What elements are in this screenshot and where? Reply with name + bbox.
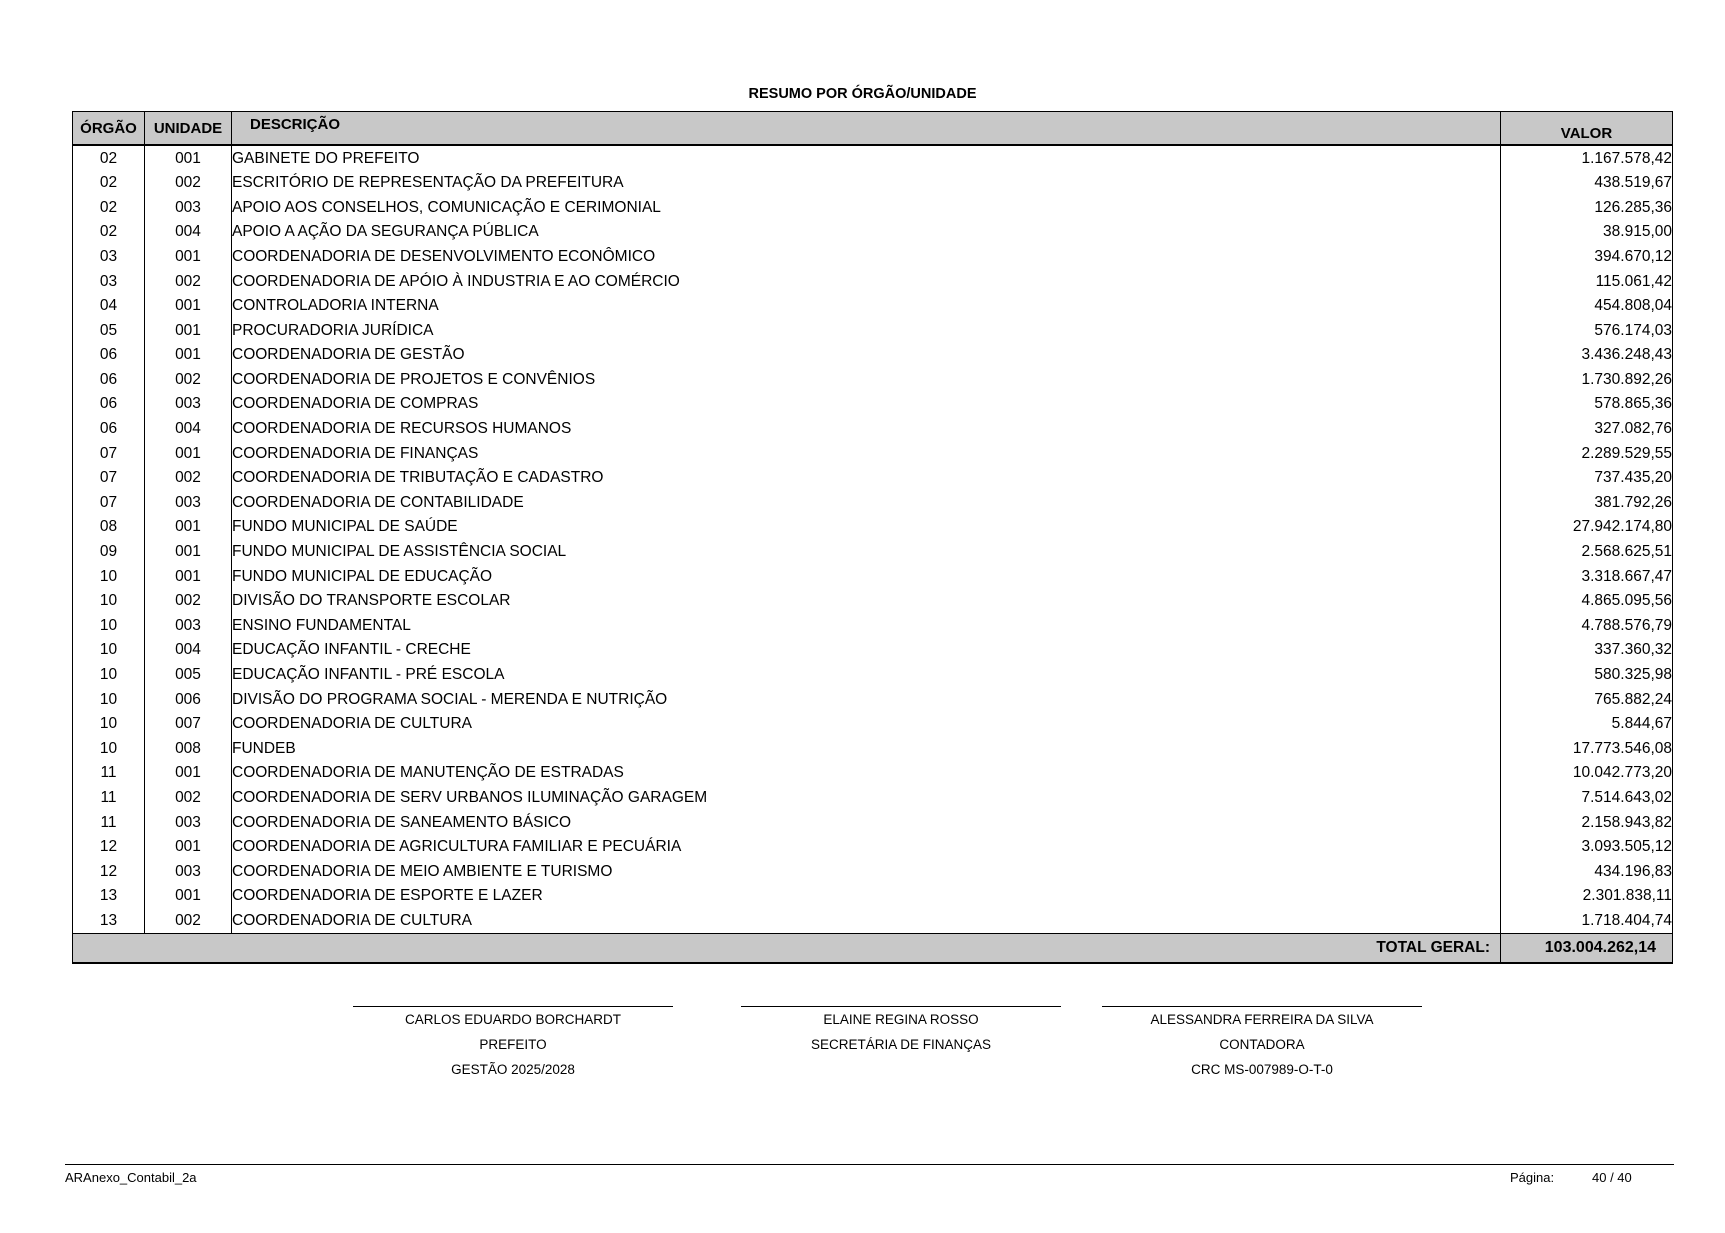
signature-name: CARLOS EDUARDO BORCHARDT [404,1012,622,1027]
cell-orgao: 02 [73,145,145,171]
cell-descricao: PROCURADORIA JURÍDICA [232,318,1501,343]
cell-descricao: GABINETE DO PREFEITO [232,145,1501,171]
table-row [73,244,1673,269]
cell-descricao: APOIO AOS CONSELHOS, COMUNICAÇÃO E CERIMONIAL [232,195,1501,220]
table-row [73,195,1673,220]
cell-unidade: 001 [145,540,232,565]
cell-unidade: 003 [145,810,232,835]
table-row [73,294,1673,319]
cell-descricao: FUNDO MUNICIPAL DE EDUCAÇÃO [232,564,1501,589]
table-row [73,269,1673,294]
cell-descricao: COORDENADORIA DE AGRICULTURA FAMILIAR E PECUÁRIA [232,835,1501,860]
cell-orgao: 10 [73,736,145,761]
table-row [73,613,1673,638]
cell-unidade: 002 [145,269,232,294]
cell-valor: 580.325,98 [1501,662,1673,687]
signature-prefeito [353,1006,673,1085]
signature-extra: CRC MS-007989-O-T-0 [1191,1062,1333,1077]
cell-descricao: COORDENADORIA DE CONTABILIDADE [232,490,1501,515]
signature-extra [741,1060,1061,1085]
cell-orgao: 05 [73,318,145,343]
footer-page-number: 40 / 40 [1592,1170,1632,1185]
table-row [73,662,1673,687]
cell-valor: 1.167.578,42 [1501,145,1673,171]
table-row [73,515,1673,540]
cell-orgao: 07 [73,490,145,515]
header-orgao: ÓRGÃO [73,112,145,146]
header-unidade: UNIDADE [145,112,232,146]
cell-descricao: COORDENADORIA DE COMPRAS [232,392,1501,417]
table-row [73,736,1673,761]
signature-extra: GESTÃO 2025/2028 [451,1062,575,1077]
cell-orgao: 06 [73,392,145,417]
cell-unidade: 002 [145,785,232,810]
table-row [73,810,1673,835]
summary-table [72,111,1673,964]
table-row [73,466,1673,491]
cell-orgao: 03 [73,269,145,294]
cell-unidade: 003 [145,490,232,515]
cell-descricao: DIVISÃO DO PROGRAMA SOCIAL - MERENDA E NUTRIÇÃO [232,687,1501,712]
cell-unidade: 001 [145,441,232,466]
cell-descricao: ENSINO FUNDAMENTAL [232,613,1501,638]
cell-unidade: 001 [145,244,232,269]
cell-unidade: 003 [145,613,232,638]
cell-orgao: 10 [73,638,145,663]
cell-orgao: 08 [73,515,145,540]
table-row [73,835,1673,860]
signature-name: ELAINE REGINA ROSSO [823,1012,979,1027]
cell-orgao: 13 [73,884,145,909]
cell-orgao: 02 [73,171,145,196]
cell-descricao: EDUCAÇÃO INFANTIL - PRÉ ESCOLA [232,662,1501,687]
cell-descricao: COORDENADORIA DE PROJETOS E CONVÊNIOS [232,367,1501,392]
cell-descricao: COORDENADORIA DE MANUTENÇÃO DE ESTRADAS [232,761,1501,786]
cell-valor: 115.061,42 [1501,269,1673,294]
cell-unidade: 001 [145,761,232,786]
cell-descricao: DIVISÃO DO TRANSPORTE ESCOLAR [232,589,1501,614]
total-label-cell [73,934,1501,964]
cell-orgao: 03 [73,244,145,269]
cell-orgao: 11 [73,810,145,835]
cell-descricao: COORDENADORIA DE APÓIO À INDUSTRIA E AO COMÉRCIO [232,269,1501,294]
cell-valor: 576.174,03 [1501,318,1673,343]
cell-descricao: COORDENADORIA DE DESENVOLVIMENTO ECONÔMICO [232,244,1501,269]
cell-orgao: 06 [73,367,145,392]
cell-orgao: 02 [73,220,145,245]
cell-valor: 7.514.643,02 [1501,785,1673,810]
cell-descricao: COORDENADORIA DE SANEAMENTO BÁSICO [232,810,1501,835]
signature-line [1102,1006,1422,1007]
cell-valor: 578.865,36 [1501,392,1673,417]
cell-valor: 337.360,32 [1501,638,1673,663]
table-row [73,884,1673,909]
cell-orgao: 10 [73,613,145,638]
cell-descricao: COORDENADORIA DE ESPORTE E LAZER [232,884,1501,909]
cell-valor: 434.196,83 [1501,859,1673,884]
table-row [73,343,1673,368]
cell-unidade: 002 [145,466,232,491]
table-row [73,540,1673,565]
cell-unidade: 002 [145,589,232,614]
cell-unidade: 001 [145,515,232,540]
table-row [73,638,1673,663]
cell-unidade: 004 [145,638,232,663]
table-row [73,171,1673,196]
cell-orgao: 10 [73,662,145,687]
cell-valor: 38.915,00 [1501,220,1673,245]
cell-unidade: 001 [145,318,232,343]
table-row [73,441,1673,466]
cell-valor: 3.093.505,12 [1501,835,1673,860]
cell-unidade: 005 [145,662,232,687]
cell-valor: 2.158.943,82 [1501,810,1673,835]
table-row [73,712,1673,737]
table-row [73,761,1673,786]
signature-role: PREFEITO [479,1037,547,1052]
cell-valor: 10.042.773,20 [1501,761,1673,786]
cell-descricao: FUNDO MUNICIPAL DE SAÚDE [232,515,1501,540]
cell-valor: 3.318.667,47 [1501,564,1673,589]
cell-orgao: 12 [73,835,145,860]
table-row [73,318,1673,343]
cell-valor: 126.285,36 [1501,195,1673,220]
table-row [73,367,1673,392]
cell-orgao: 11 [73,761,145,786]
cell-orgao: 11 [73,785,145,810]
signature-line [353,1006,673,1007]
cell-unidade: 003 [145,392,232,417]
cell-descricao: FUNDEB [232,736,1501,761]
cell-valor: 438.519,67 [1501,171,1673,196]
table-row [73,220,1673,245]
cell-orgao: 10 [73,712,145,737]
cell-orgao: 10 [73,564,145,589]
cell-orgao: 06 [73,343,145,368]
signature-secretaria [741,1006,1061,1085]
cell-unidade: 002 [145,367,232,392]
cell-orgao: 07 [73,466,145,491]
cell-descricao: COORDENADORIA DE GESTÃO [232,343,1501,368]
signature-line [741,1006,1061,1007]
signature-role: CONTADORA [1219,1037,1305,1052]
cell-unidade: 007 [145,712,232,737]
cell-valor: 4.788.576,79 [1501,613,1673,638]
cell-descricao: COORDENADORIA DE TRIBUTAÇÃO E CADASTRO [232,466,1501,491]
cell-descricao: COORDENADORIA DE FINANÇAS [232,441,1501,466]
cell-valor: 3.436.248,43 [1501,343,1673,368]
signature-role: SECRETÁRIA DE FINANÇAS [810,1037,992,1052]
signature-name: ALESSANDRA FERREIRA DA SILVA [1150,1012,1374,1027]
cell-orgao: 09 [73,540,145,565]
total-value: 103.004.262,14 [1501,934,1673,964]
footer-divider [65,1164,1674,1165]
cell-orgao: 07 [73,441,145,466]
cell-orgao: 10 [73,589,145,614]
cell-orgao: 13 [73,908,145,933]
cell-descricao: COORDENADORIA DE MEIO AMBIENTE E TURISMO [232,859,1501,884]
cell-descricao: COORDENADORIA DE CULTURA [232,908,1501,933]
table-row [73,490,1673,515]
signature-contadora [1102,1006,1422,1085]
header-valor: VALOR [1501,112,1673,146]
cell-unidade: 006 [145,687,232,712]
cell-orgao: 02 [73,195,145,220]
cell-unidade: 002 [145,908,232,933]
cell-descricao: FUNDO MUNICIPAL DE ASSISTÊNCIA SOCIAL [232,540,1501,565]
total-row [73,934,1673,964]
cell-valor: 27.942.174,80 [1501,515,1673,540]
cell-valor: 737.435,20 [1501,466,1673,491]
table-row [73,589,1673,614]
table-row [73,785,1673,810]
cell-unidade: 001 [145,145,232,171]
cell-descricao: COORDENADORIA DE RECURSOS HUMANOS [232,417,1501,442]
cell-valor: 2.289.529,55 [1501,441,1673,466]
cell-valor: 2.568.625,51 [1501,540,1673,565]
table-row [73,859,1673,884]
table-row [73,908,1673,933]
cell-unidade: 001 [145,884,232,909]
table-body [73,145,1673,934]
cell-unidade: 001 [145,835,232,860]
cell-descricao: EDUCAÇÃO INFANTIL - CRECHE [232,638,1501,663]
cell-unidade: 003 [145,195,232,220]
cell-unidade: 001 [145,564,232,589]
cell-valor: 5.844,67 [1501,712,1673,737]
table-row [73,392,1673,417]
cell-valor: 1.718.404,74 [1501,908,1673,933]
cell-descricao: COORDENADORIA DE SERV URBANOS ILUMINAÇÃO GARAGEM [232,785,1501,810]
report-title: RESUMO POR ÓRGÃO/UNIDADE [748,86,977,102]
cell-descricao: CONTROLADORIA INTERNA [232,294,1501,319]
cell-unidade: 008 [145,736,232,761]
cell-valor: 1.730.892,26 [1501,367,1673,392]
cell-unidade: 004 [145,220,232,245]
cell-unidade: 004 [145,417,232,442]
cell-valor: 381.792,26 [1501,490,1673,515]
footer-page-label: Página: [1510,1170,1555,1185]
table-row [73,417,1673,442]
cell-orgao: 10 [73,687,145,712]
footer-report-id: ARAnexo_Contabil_2a [65,1170,197,1185]
cell-unidade: 002 [145,171,232,196]
cell-unidade: 001 [145,294,232,319]
table-row [73,145,1673,171]
table-header-row [73,112,1673,146]
cell-orgao: 12 [73,859,145,884]
cell-descricao: ESCRITÓRIO DE REPRESENTAÇÃO DA PREFEITURA [232,171,1501,196]
header-descricao: DESCRIÇÃO [232,112,1501,146]
cell-valor: 4.865.095,56 [1501,589,1673,614]
cell-unidade: 003 [145,859,232,884]
cell-unidade: 001 [145,343,232,368]
cell-valor: 765.882,24 [1501,687,1673,712]
table-row [73,687,1673,712]
cell-valor: 2.301.838,11 [1501,884,1673,909]
table-row [73,564,1673,589]
cell-valor: 327.082,76 [1501,417,1673,442]
cell-valor: 394.670,12 [1501,244,1673,269]
cell-valor: 454.808,04 [1501,294,1673,319]
cell-descricao: COORDENADORIA DE CULTURA [232,712,1501,737]
cell-orgao: 04 [73,294,145,319]
cell-descricao: APOIO A AÇÃO DA SEGURANÇA PÚBLICA [232,220,1501,245]
total-label: TOTAL GERAL: [1376,939,1490,957]
cell-orgao: 06 [73,417,145,442]
cell-valor: 17.773.546,08 [1501,736,1673,761]
